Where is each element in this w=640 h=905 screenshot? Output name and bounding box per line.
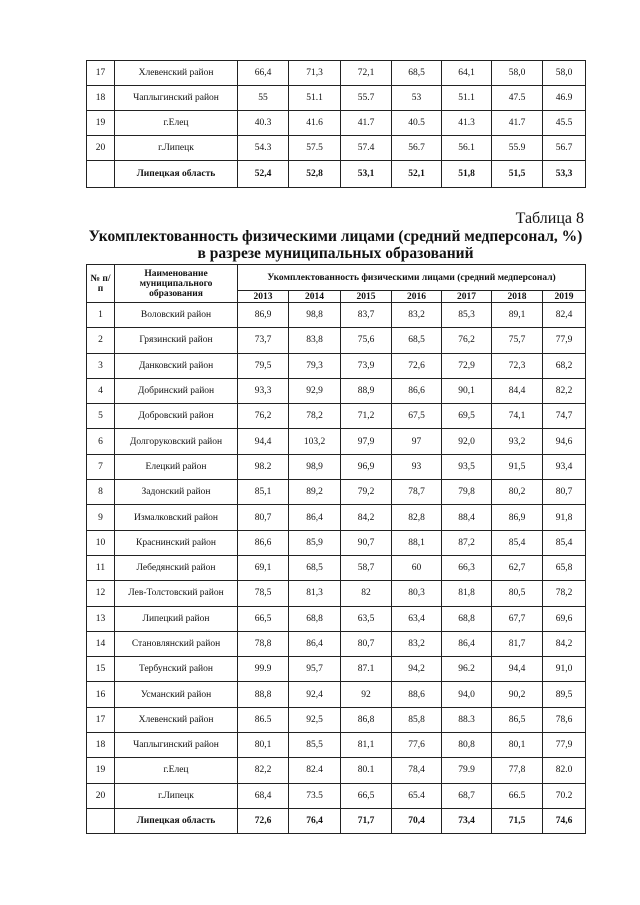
value-cell: 72,1: [341, 61, 392, 86]
value-cell: 65.4: [392, 783, 442, 808]
total-row: [87, 808, 586, 833]
value-cell: 69,6: [543, 606, 586, 631]
total-value: 71,7: [341, 808, 392, 833]
value-cell: 85,8: [392, 707, 442, 732]
row-number: 5: [87, 404, 115, 429]
value-cell: 86,9: [238, 303, 289, 328]
district-name: Чаплыгинский район: [115, 733, 238, 758]
value-cell: 86,4: [289, 631, 341, 656]
value-cell: 86,8: [341, 707, 392, 732]
total-value: 74,6: [543, 808, 586, 833]
value-cell: 94,6: [543, 429, 586, 454]
table-row: [87, 303, 586, 328]
row-number: 13: [87, 606, 115, 631]
value-cell: 97: [392, 429, 442, 454]
header-num: № п/п: [87, 265, 115, 303]
row-number: 3: [87, 353, 115, 378]
year-header: 2016: [392, 291, 442, 303]
row-number: 7: [87, 454, 115, 479]
value-cell: 67,7: [492, 606, 543, 631]
value-cell: 85,3: [442, 303, 492, 328]
table-row: [87, 328, 586, 353]
value-cell: 86,9: [492, 505, 543, 530]
value-cell: 56.7: [543, 136, 586, 161]
value-cell: 99.9: [238, 657, 289, 682]
district-name: г.Елец: [115, 111, 238, 136]
value-cell: 40.5: [392, 111, 442, 136]
value-cell: 55.7: [341, 86, 392, 111]
value-cell: 85,4: [543, 530, 586, 555]
value-cell: 87.1: [341, 657, 392, 682]
district-name: Хлевенский район: [115, 61, 238, 86]
value-cell: 41.7: [341, 111, 392, 136]
value-cell: 57.4: [341, 136, 392, 161]
district-name: Долгоруковский район: [115, 429, 238, 454]
total-value: 52,1: [392, 161, 442, 188]
header-group: Укомплектованность физическими лицами (средний медперсонал): [238, 265, 586, 291]
district-name: г.Елец: [115, 758, 238, 783]
table-row: [87, 111, 586, 136]
row-number: 1: [87, 303, 115, 328]
value-cell: 88,9: [341, 378, 392, 403]
value-cell: 66,5: [341, 783, 392, 808]
value-cell: 81,7: [492, 631, 543, 656]
district-name: Добровский район: [115, 404, 238, 429]
value-cell: 86,4: [289, 505, 341, 530]
table-row: [87, 657, 586, 682]
value-cell: 46.9: [543, 86, 586, 111]
total-value: 51,5: [492, 161, 543, 188]
empty-cell: [87, 808, 115, 833]
value-cell: 92: [341, 682, 392, 707]
value-cell: 79,5: [238, 353, 289, 378]
total-value: 72,6: [238, 808, 289, 833]
value-cell: 98,9: [289, 454, 341, 479]
total-value: 53,3: [543, 161, 586, 188]
value-cell: 88,6: [392, 682, 442, 707]
value-cell: 86,6: [392, 378, 442, 403]
value-cell: 77,9: [543, 328, 586, 353]
value-cell: 64,1: [442, 61, 492, 86]
value-cell: 83,2: [392, 631, 442, 656]
value-cell: 80,5: [492, 581, 543, 606]
table-continuation: [86, 60, 586, 188]
value-cell: 66,4: [238, 61, 289, 86]
value-cell: 82,2: [543, 378, 586, 403]
value-cell: 88,4: [442, 505, 492, 530]
value-cell: 54.3: [238, 136, 289, 161]
value-cell: 51.1: [442, 86, 492, 111]
value-cell: 82: [341, 581, 392, 606]
district-name: г.Липецк: [115, 136, 238, 161]
district-name: г.Липецк: [115, 783, 238, 808]
row-number: 17: [87, 61, 115, 86]
value-cell: 76,2: [442, 328, 492, 353]
value-cell: 72,9: [442, 353, 492, 378]
value-cell: 80.1: [341, 758, 392, 783]
value-cell: 85,4: [492, 530, 543, 555]
value-cell: 68,7: [442, 783, 492, 808]
value-cell: 66,5: [238, 606, 289, 631]
district-name: Тербунский район: [115, 657, 238, 682]
value-cell: 85,9: [289, 530, 341, 555]
row-number: 18: [87, 86, 115, 111]
year-header: 2013: [238, 291, 289, 303]
value-cell: 86,5: [492, 707, 543, 732]
value-cell: 40.3: [238, 111, 289, 136]
table-row: [87, 631, 586, 656]
value-cell: 80,7: [543, 480, 586, 505]
value-cell: 84,2: [543, 631, 586, 656]
value-cell: 93,2: [492, 429, 543, 454]
row-number: 6: [87, 429, 115, 454]
value-cell: 87,2: [442, 530, 492, 555]
empty-cell: [87, 161, 115, 188]
value-cell: 58,0: [543, 61, 586, 86]
value-cell: 74,7: [543, 404, 586, 429]
value-cell: 45.5: [543, 111, 586, 136]
value-cell: 94,0: [442, 682, 492, 707]
value-cell: 88,8: [238, 682, 289, 707]
header-name: Наименование муниципального образования: [115, 265, 238, 303]
value-cell: 55.9: [492, 136, 543, 161]
value-cell: 90,1: [442, 378, 492, 403]
value-cell: 89,5: [543, 682, 586, 707]
value-cell: 81,3: [289, 581, 341, 606]
value-cell: 77,8: [492, 758, 543, 783]
table-row: [87, 555, 586, 580]
row-number: 17: [87, 707, 115, 732]
year-header: 2018: [492, 291, 543, 303]
value-cell: 103,2: [289, 429, 341, 454]
value-cell: 41.7: [492, 111, 543, 136]
value-cell: 60: [392, 555, 442, 580]
district-name: Данковский район: [115, 353, 238, 378]
row-number: 18: [87, 733, 115, 758]
value-cell: 93,5: [442, 454, 492, 479]
value-cell: 78,8: [238, 631, 289, 656]
value-cell: 63,5: [341, 606, 392, 631]
value-cell: 53: [392, 86, 442, 111]
value-cell: 68,5: [289, 555, 341, 580]
district-name: Лебедянский район: [115, 555, 238, 580]
value-cell: 74,1: [492, 404, 543, 429]
value-cell: 92,5: [289, 707, 341, 732]
value-cell: 92,4: [289, 682, 341, 707]
table-row: [87, 733, 586, 758]
value-cell: 78,2: [289, 404, 341, 429]
value-cell: 93,3: [238, 378, 289, 403]
value-cell: 41.6: [289, 111, 341, 136]
row-number: 16: [87, 682, 115, 707]
value-cell: 82.4: [289, 758, 341, 783]
value-cell: 41.3: [442, 111, 492, 136]
table-title: Укомплектованность физическими лицами (средний медперсонал, %) в разрезе муниципальных образований: [88, 228, 583, 262]
table-row: [87, 505, 586, 530]
year-header: 2014: [289, 291, 341, 303]
value-cell: 80,1: [238, 733, 289, 758]
value-cell: 68,2: [543, 353, 586, 378]
table-row: [87, 353, 586, 378]
value-cell: 83,7: [341, 303, 392, 328]
value-cell: 91,5: [492, 454, 543, 479]
value-cell: 67,5: [392, 404, 442, 429]
value-cell: 68,5: [392, 328, 442, 353]
value-cell: 80,7: [238, 505, 289, 530]
value-cell: 78,2: [543, 581, 586, 606]
value-cell: 85,1: [238, 480, 289, 505]
value-cell: 84,4: [492, 378, 543, 403]
value-cell: 69,5: [442, 404, 492, 429]
total-value: 52,4: [238, 161, 289, 188]
table-row: [87, 758, 586, 783]
value-cell: 86,4: [442, 631, 492, 656]
value-cell: 75,7: [492, 328, 543, 353]
year-header: 2019: [543, 291, 586, 303]
value-cell: 77,6: [392, 733, 442, 758]
table-row: [87, 86, 586, 111]
table-row: [87, 378, 586, 403]
value-cell: 77,9: [543, 733, 586, 758]
row-number: 2: [87, 328, 115, 353]
table-row: [87, 404, 586, 429]
value-cell: 89,1: [492, 303, 543, 328]
row-number: 14: [87, 631, 115, 656]
table-row: [87, 707, 586, 732]
value-cell: 55: [238, 86, 289, 111]
value-cell: 79,2: [341, 480, 392, 505]
value-cell: 90,7: [341, 530, 392, 555]
value-cell: 94,4: [238, 429, 289, 454]
value-cell: 94,2: [392, 657, 442, 682]
value-cell: 75,6: [341, 328, 392, 353]
value-cell: 79,3: [289, 353, 341, 378]
value-cell: 73,7: [238, 328, 289, 353]
table-row: [87, 606, 586, 631]
value-cell: 90,2: [492, 682, 543, 707]
value-cell: 92,9: [289, 378, 341, 403]
total-label: Липецкая область: [115, 808, 238, 833]
total-value: 70,4: [392, 808, 442, 833]
total-value: 73,4: [442, 808, 492, 833]
value-cell: 66.5: [492, 783, 543, 808]
value-cell: 83,2: [392, 303, 442, 328]
total-value: 52,8: [289, 161, 341, 188]
total-value: 76,4: [289, 808, 341, 833]
value-cell: 80,1: [492, 733, 543, 758]
row-number: 20: [87, 783, 115, 808]
value-cell: 68,5: [392, 61, 442, 86]
value-cell: 83,8: [289, 328, 341, 353]
value-cell: 68,8: [289, 606, 341, 631]
value-cell: 78,4: [392, 758, 442, 783]
value-cell: 98,8: [289, 303, 341, 328]
value-cell: 58,0: [492, 61, 543, 86]
value-cell: 56.1: [442, 136, 492, 161]
year-header: 2017: [442, 291, 492, 303]
district-name: Воловский район: [115, 303, 238, 328]
row-number: 19: [87, 111, 115, 136]
row-number: 10: [87, 530, 115, 555]
row-number: 12: [87, 581, 115, 606]
value-cell: 86.5: [238, 707, 289, 732]
table-row: [87, 429, 586, 454]
value-cell: 70.2: [543, 783, 586, 808]
row-number: 4: [87, 378, 115, 403]
row-number: 8: [87, 480, 115, 505]
value-cell: 81,1: [341, 733, 392, 758]
value-cell: 51.1: [289, 86, 341, 111]
value-cell: 69,1: [238, 555, 289, 580]
row-number: 11: [87, 555, 115, 580]
row-number: 15: [87, 657, 115, 682]
value-cell: 88,1: [392, 530, 442, 555]
row-number: 20: [87, 136, 115, 161]
value-cell: 65,8: [543, 555, 586, 580]
year-header: 2015: [341, 291, 392, 303]
value-cell: 89,2: [289, 480, 341, 505]
value-cell: 81,8: [442, 581, 492, 606]
district-name: Чаплыгинский район: [115, 86, 238, 111]
value-cell: 62,7: [492, 555, 543, 580]
value-cell: 85,5: [289, 733, 341, 758]
value-cell: 80,3: [392, 581, 442, 606]
value-cell: 82,4: [543, 303, 586, 328]
staffing-table: [86, 264, 586, 834]
value-cell: 93: [392, 454, 442, 479]
value-cell: 78,5: [238, 581, 289, 606]
district-name: Задонский район: [115, 480, 238, 505]
value-cell: 71,2: [341, 404, 392, 429]
value-cell: 56.7: [392, 136, 442, 161]
value-cell: 80,7: [341, 631, 392, 656]
district-name: Лев-Толстовский район: [115, 581, 238, 606]
total-label: Липецкая область: [115, 161, 238, 188]
value-cell: 97,9: [341, 429, 392, 454]
value-cell: 72,6: [392, 353, 442, 378]
table-row: [87, 783, 586, 808]
district-name: Измалковский район: [115, 505, 238, 530]
value-cell: 58,7: [341, 555, 392, 580]
district-name: Хлевенский район: [115, 707, 238, 732]
total-value: 71,5: [492, 808, 543, 833]
value-cell: 63,4: [392, 606, 442, 631]
district-name: Краснинский район: [115, 530, 238, 555]
total-row: [87, 161, 586, 188]
value-cell: 73.5: [289, 783, 341, 808]
district-name: Добринский район: [115, 378, 238, 403]
value-cell: 66,3: [442, 555, 492, 580]
value-cell: 96,9: [341, 454, 392, 479]
value-cell: 98.2: [238, 454, 289, 479]
value-cell: 88.3: [442, 707, 492, 732]
table-row: [87, 581, 586, 606]
table-row: [87, 454, 586, 479]
value-cell: 94,4: [492, 657, 543, 682]
table-row: [87, 136, 586, 161]
table-caption: Таблица 8: [515, 210, 584, 227]
value-cell: 57.5: [289, 136, 341, 161]
value-cell: 73,9: [341, 353, 392, 378]
value-cell: 76,2: [238, 404, 289, 429]
total-value: 51,8: [442, 161, 492, 188]
value-cell: 72,3: [492, 353, 543, 378]
value-cell: 84,2: [341, 505, 392, 530]
table-row: [87, 682, 586, 707]
value-cell: 95,7: [289, 657, 341, 682]
value-cell: 91,8: [543, 505, 586, 530]
value-cell: 68,4: [238, 783, 289, 808]
row-number: 19: [87, 758, 115, 783]
value-cell: 93,4: [543, 454, 586, 479]
value-cell: 96.2: [442, 657, 492, 682]
table-row: [87, 61, 586, 86]
value-cell: 82,8: [392, 505, 442, 530]
value-cell: 82,2: [238, 758, 289, 783]
value-cell: 78,6: [543, 707, 586, 732]
table-row: [87, 480, 586, 505]
district-name: Усманский район: [115, 682, 238, 707]
district-name: Елецкий район: [115, 454, 238, 479]
value-cell: 79.9: [442, 758, 492, 783]
value-cell: 91,0: [543, 657, 586, 682]
value-cell: 79,8: [442, 480, 492, 505]
row-number: 9: [87, 505, 115, 530]
value-cell: 68,8: [442, 606, 492, 631]
value-cell: 86,6: [238, 530, 289, 555]
value-cell: 47.5: [492, 86, 543, 111]
district-name: Становлянский район: [115, 631, 238, 656]
district-name: Липецкий район: [115, 606, 238, 631]
value-cell: 92,0: [442, 429, 492, 454]
value-cell: 82.0: [543, 758, 586, 783]
total-value: 53,1: [341, 161, 392, 188]
district-name: Грязинский район: [115, 328, 238, 353]
value-cell: 71,3: [289, 61, 341, 86]
table-row: [87, 530, 586, 555]
value-cell: 78,7: [392, 480, 442, 505]
value-cell: 80,8: [442, 733, 492, 758]
value-cell: 80,2: [492, 480, 543, 505]
